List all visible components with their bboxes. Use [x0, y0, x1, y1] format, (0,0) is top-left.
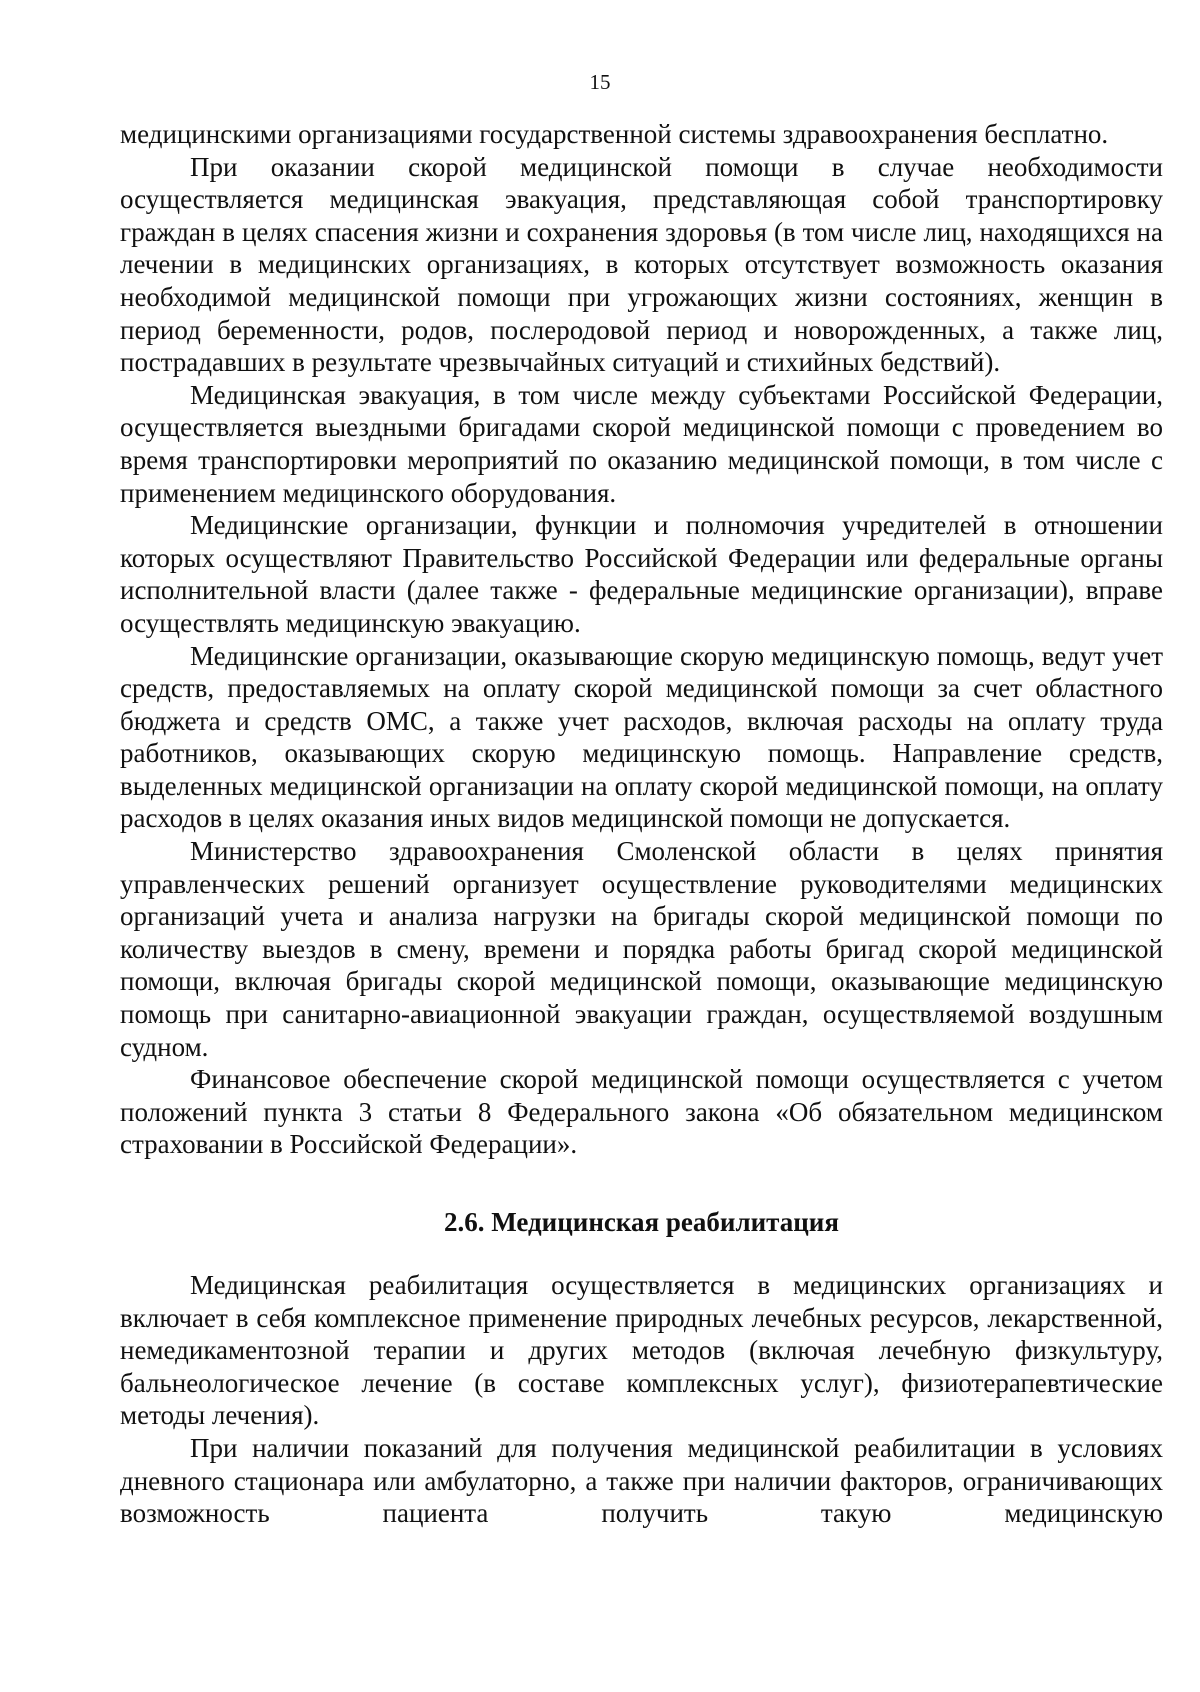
paragraph-rehabilitation: Медицинская реабилитация осуществляется в медицинских организациях и включает в себя комплексное применение природных лечебных ресурсов, лекарственной, немедикаментозной терапии и других методов (включая лечебную физкультуру, бальнеологическое лечение (в составе комплексных услуг), физиотерапевтические методы лечения). — [120, 1270, 1163, 1431]
paragraph-evacuation-between-subjects: Медицинская эвакуация, в том числе между субъектами Российской Федерации, осуществляется выездными бригадами скорой медицинской помощи с проведением во время транспортировки мероприятий по оказанию медицинской помощи, в том числе с применением медицинского оборудования. — [120, 379, 1163, 508]
paragraph-ministry: Министерство здравоохранения Смоленской области в целях принятия управленческих решений организует осуществление руководителями медицинских организаций учета и анализа нагрузки на бригады скорой медицинской помощи по количеству выездов в смену, времени и порядка работы бригад скорой медицинской помощи, включая бригады скорой медицинской помощи, оказывающие медицинскую помощь при санитарно-авиационной эвакуации граждан, осуществляемой воздушным судном. — [120, 836, 1163, 1062]
section-heading: 2.6. Медицинская реабилитация — [444, 1207, 839, 1237]
paragraph-rehabilitation-indications: При наличии показаний для получения медицинской реабилитации в условиях дневного стационара или амбулаторно, а также при наличии факторов, ограничивающих возможность пациента получить такую медицинскую — [120, 1432, 1163, 1529]
document-body — [120, 118, 1163, 1530]
paragraph-federal-organizations: Медицинские организации, функции и полномочия учредителей в отношении которых осуществляют Правительство Российской Федерации или федеральные органы исполнительной власти (далее также - федеральные медицинские организации), вправе осуществлять медицинскую эвакуацию. — [120, 510, 1163, 638]
paragraph-medical-evacuation: При оказании скорой медицинской помощи в случае необходимости осуществляется медицинская эвакуация, представляющая собой транспортировку граждан в целях спасения жизни и сохранения здоровья (в том числе лиц, находящихся на лечении в медицинских организациях, в которых отсутствует возможность оказания необходимой медицинской помощи при угрожающих жизни состояниях, женщин в период беременности, родов, послеродовой период и новорожденных, а также лиц, пострадавших в результате чрезвычайных ситуаций и стихийных бедствий). — [120, 151, 1163, 378]
paragraph-continuation: медицинскими организациями государственной системы здравоохранения бесплатно. — [120, 119, 1109, 149]
paragraph-accounting: Медицинские организации, оказывающие скорую медицинскую помощь, ведут учет средств, предоставляемых на оплату скорой медицинской помощи за счет областного бюджета и средств ОМС, а также учет расходов, включая расходы на оплату труда работников, оказывающих скорую медицинскую помощь. Направление средств, выделенных медицинской организации на оплату скорой медицинской помощи, на оплату расходов в целях оказания иных видов медицинской помощи не допускается. — [120, 640, 1163, 834]
page-number: 15 — [589, 70, 611, 94]
paragraph-financing: Финансовое обеспечение скорой медицинской помощи осуществляется с учетом положений пункта 3 статьи 8 Федерального закона «Об обязательном медицинском страховании в Российской Федерации». — [120, 1064, 1163, 1160]
